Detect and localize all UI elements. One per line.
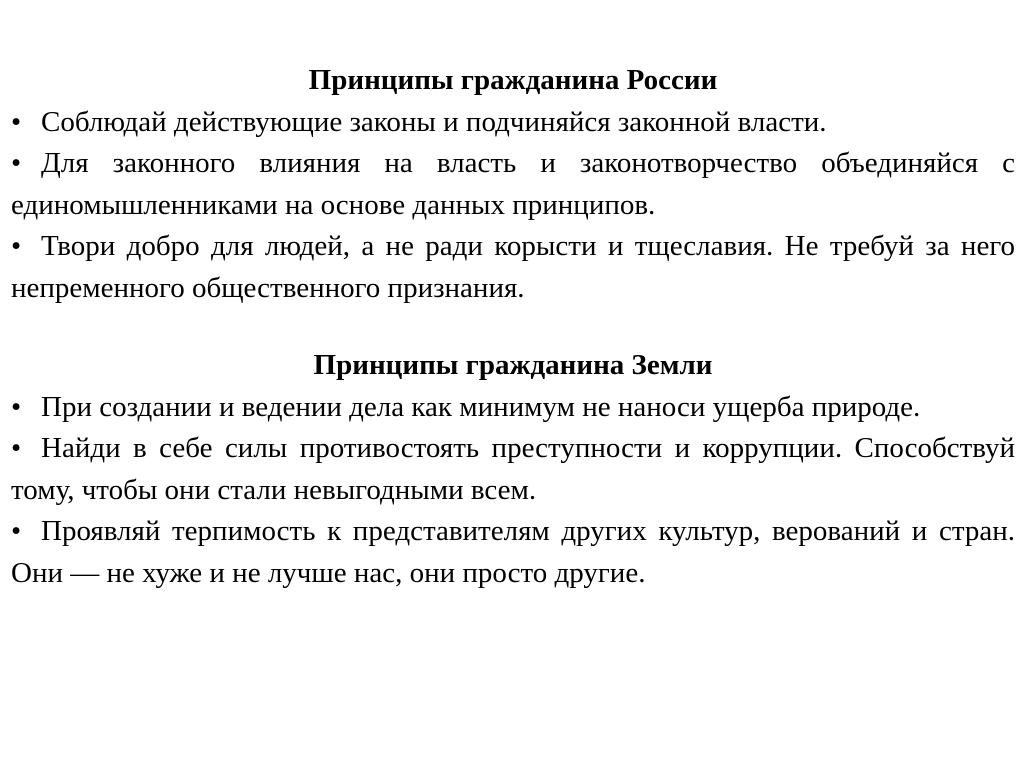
list-item — [11, 511, 1015, 594]
bullet-icon: • — [11, 147, 22, 179]
bullet-icon: • — [11, 432, 22, 464]
list-item-text: Для законного влияния на власть и законотворчество объединяйся с единомышленниками на основе данных принципов. — [11, 147, 1015, 221]
list-item-text: Проявляй терпимость к представителям других культур, верований и стран. Они — не хуже и не лучше нас, они просто другие. — [11, 515, 1015, 589]
list-item-text: Соблюдай действующие законы и подчиняйся законной власти. — [41, 105, 827, 138]
bullet-list — [11, 387, 1015, 595]
list-item — [11, 102, 1015, 144]
section-spacer — [11, 309, 1015, 345]
bullet-list — [11, 102, 1015, 310]
list-item-text: При создании и ведении дела как минимум не наноси ущерба природе. — [41, 390, 921, 423]
section-earth — [11, 345, 1015, 594]
list-item — [11, 226, 1015, 309]
slide-content — [11, 60, 1015, 594]
list-item — [11, 387, 1015, 429]
list-item — [11, 143, 1015, 226]
bullet-icon: • — [11, 230, 22, 262]
section-russia — [11, 60, 1015, 309]
list-item — [11, 428, 1015, 511]
bullet-icon: • — [11, 390, 22, 423]
bullet-icon: • — [11, 105, 22, 138]
bullet-icon: • — [11, 515, 22, 547]
list-item-text: Твори добро для людей, а не ради корысти и тщеславия. Не требуй за него непременного общественного признания. — [11, 230, 1015, 304]
section-title: Принципы гражданина Земли — [313, 349, 713, 381]
list-item-text: Найди в себе силы противостоять преступности и коррупции. Способствуй тому, чтобы они стали невыгодными всем. — [11, 432, 1015, 506]
section-title: Принципы гражданина России — [308, 64, 718, 96]
